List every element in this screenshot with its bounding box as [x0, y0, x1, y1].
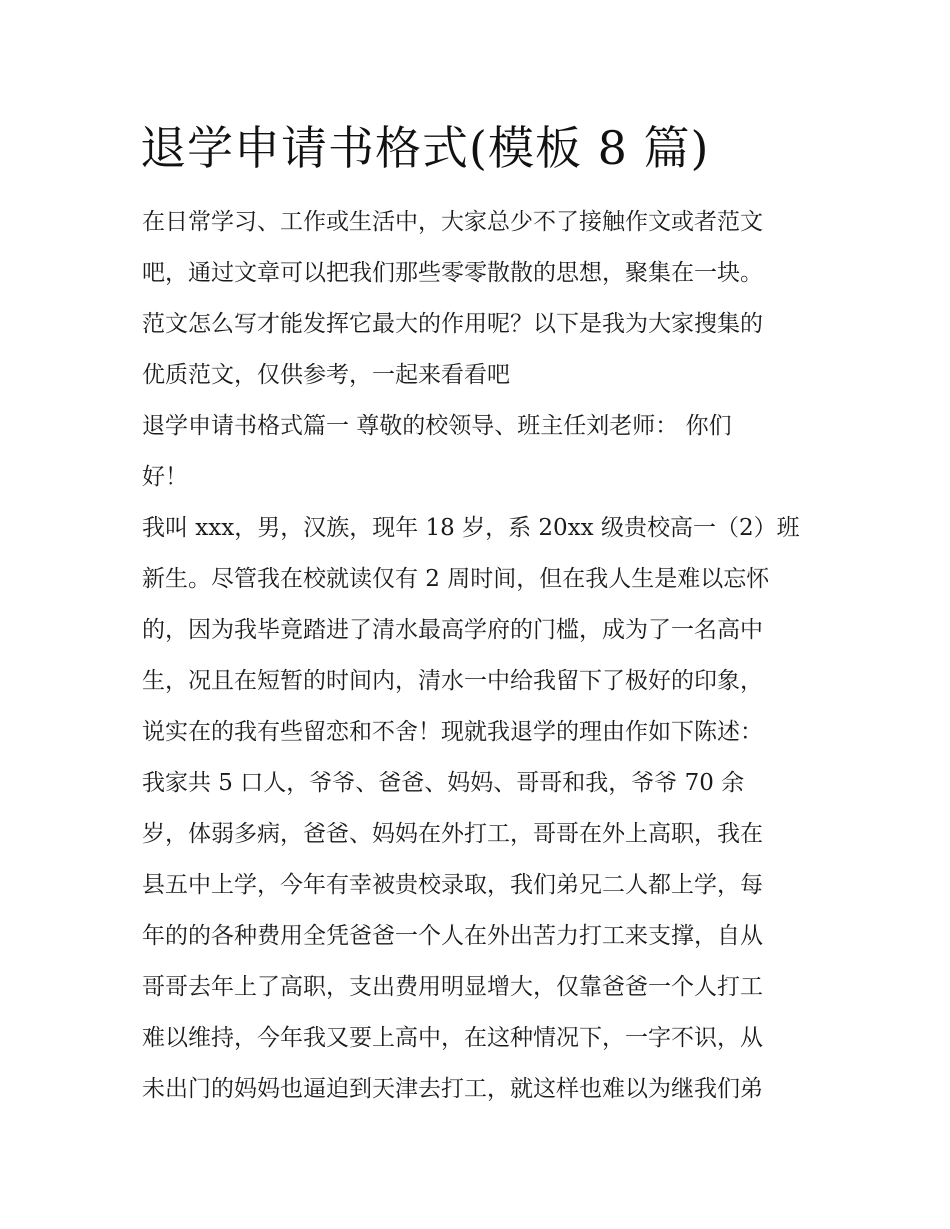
body-line: 的，因为我毕竟踏进了清水最高学府的门槛，成为了一名高中 [142, 617, 763, 643]
body-line: 说实在的我有些留恋和不舍！现就我退学的理由作如下陈述： [142, 719, 763, 745]
document-title: 退学申请书格式(模板 8 篇) [140, 121, 710, 175]
body-line: 退学申请书格式篇一 尊敬的校领导、班主任刘老师： 你们 [142, 413, 732, 439]
body-line: 哥哥去年上了高职，支出费用明显增大，仅靠爸爸一个人打工 [142, 974, 763, 1000]
body-line: 岁，体弱多病，爸爸、妈妈在外打工，哥哥在外上高职，我在 [142, 821, 763, 847]
body-line: 生，况且在短暂的时间内，清水一中给我留下了极好的印象， [142, 668, 763, 694]
body-line: 新生。尽管我在校就读仅有 2 周时间，但在我人生是难以忘怀 [142, 566, 770, 592]
body-line: 在日常学习、工作或生活中，大家总少不了接触作文或者范文 [142, 209, 763, 235]
body-line: 我叫 xxx，男，汉族，现年 18 岁，系 20xx 级贵校高一（2）班 [142, 515, 800, 541]
body-line: 我家共 5 口人，爷爷、爸爸、妈妈、哥哥和我，爷爷 70 余 [142, 770, 745, 796]
body-line: 优质范文，仅供参考，一起来看看吧 [142, 362, 510, 388]
body-line: 吧，通过文章可以把我们那些零零散散的思想，聚集在一块。 [142, 260, 763, 286]
body-line: 未出门的妈妈也逼迫到天津去打工，就这样也难以为继我们弟 [142, 1076, 763, 1102]
body-line: 县五中上学，今年有幸被贵校录取，我们弟兄二人都上学，每 [142, 872, 763, 898]
body-line: 年的的各种费用全凭爸爸一个人在外出苦力打工来支撑，自从 [142, 923, 763, 949]
body-line: 难以维持，今年我又要上高中，在这种情况下，一字不识，从 [142, 1025, 763, 1051]
body-line: 范文怎么写才能发挥它最大的作用呢？以下是我为大家搜集的 [142, 311, 763, 337]
body-line: 好！ [142, 464, 188, 490]
